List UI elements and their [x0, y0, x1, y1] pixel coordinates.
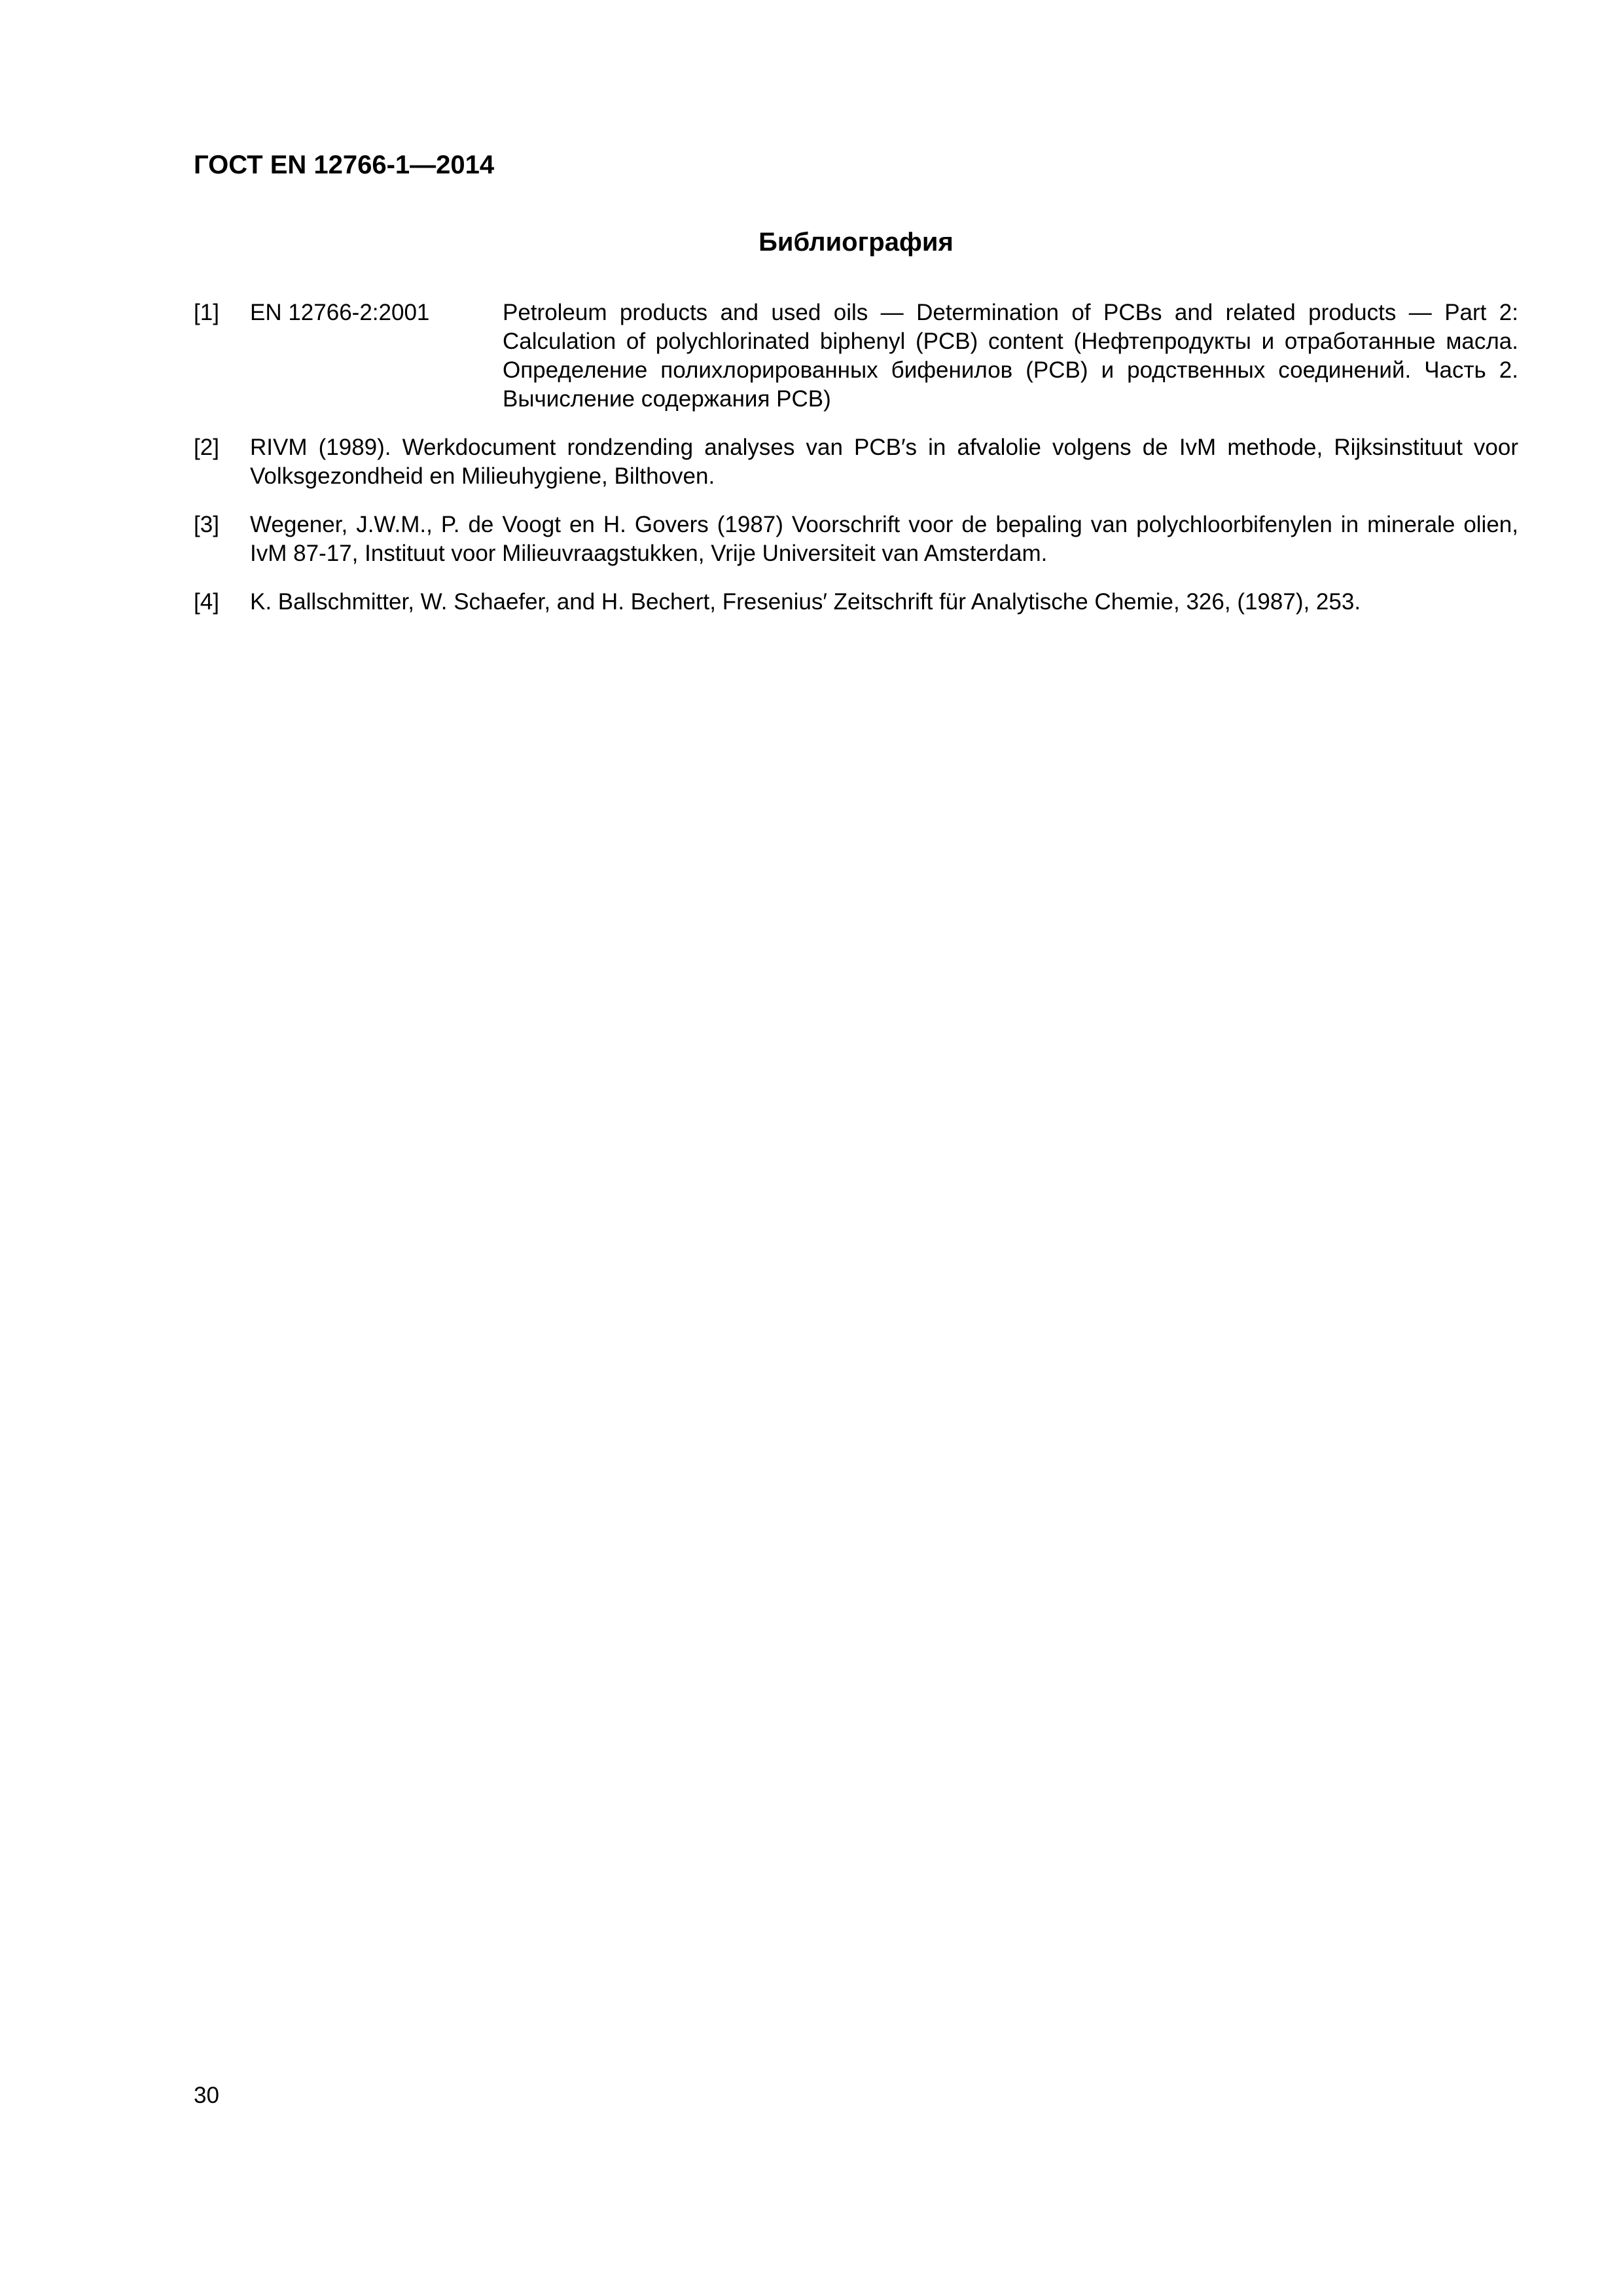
entry-number: [1] — [194, 300, 219, 325]
bibliography-entry — [194, 511, 1518, 568]
entry-text: Wegener, J.W.M., P. de Voogt en H. Govers (1987) Voorschrift voor de bepaling van polychloorbifenylen in minerale olien, IvM 87-17, Instituut voor Milieuvraagstukken, Vrije Universiteit van Amsterdam. — [250, 512, 1518, 566]
entry-number: [2] — [194, 435, 219, 460]
bibliography-entry — [194, 433, 1518, 491]
bibliography-entry — [194, 298, 1518, 414]
entry-number: [4] — [194, 589, 219, 615]
bibliography-title: Библиография — [758, 228, 954, 257]
entry-text: RIVM (1989). Werkdocument rondzending analyses van PCB′s in afvalolie volgens de IvM methode, Rijksinstituut voor Volksgezondheid en Milieuhygiene, Bilthoven. — [250, 435, 1518, 489]
bibliography-entry — [194, 588, 1518, 617]
entry-standard-code: EN 12766-2:2001 — [250, 300, 430, 325]
bibliography-list — [194, 298, 1518, 636]
document-code-header: ГОСТ EN 12766-1—2014 — [194, 151, 495, 179]
entry-text: K. Ballschmitter, W. Schaefer, and H. Bechert, Fresenius′ Zeitschrift für Analytische Chemie, 326, (1987), 253. — [250, 589, 1361, 615]
entry-text: Petroleum products and used oils — Determination of PCBs and related products — Part 2: Calculation of polychlorinated biphenyl (PCB) content (Нефтепродукты и отработанные масла. Определение полихлорированных бифенилов (PCB) и родственных соединений. Часть 2. Вычисление содержания PCB) — [503, 300, 1518, 412]
entry-number: [3] — [194, 512, 219, 537]
page-number: 30 — [194, 2083, 219, 2108]
